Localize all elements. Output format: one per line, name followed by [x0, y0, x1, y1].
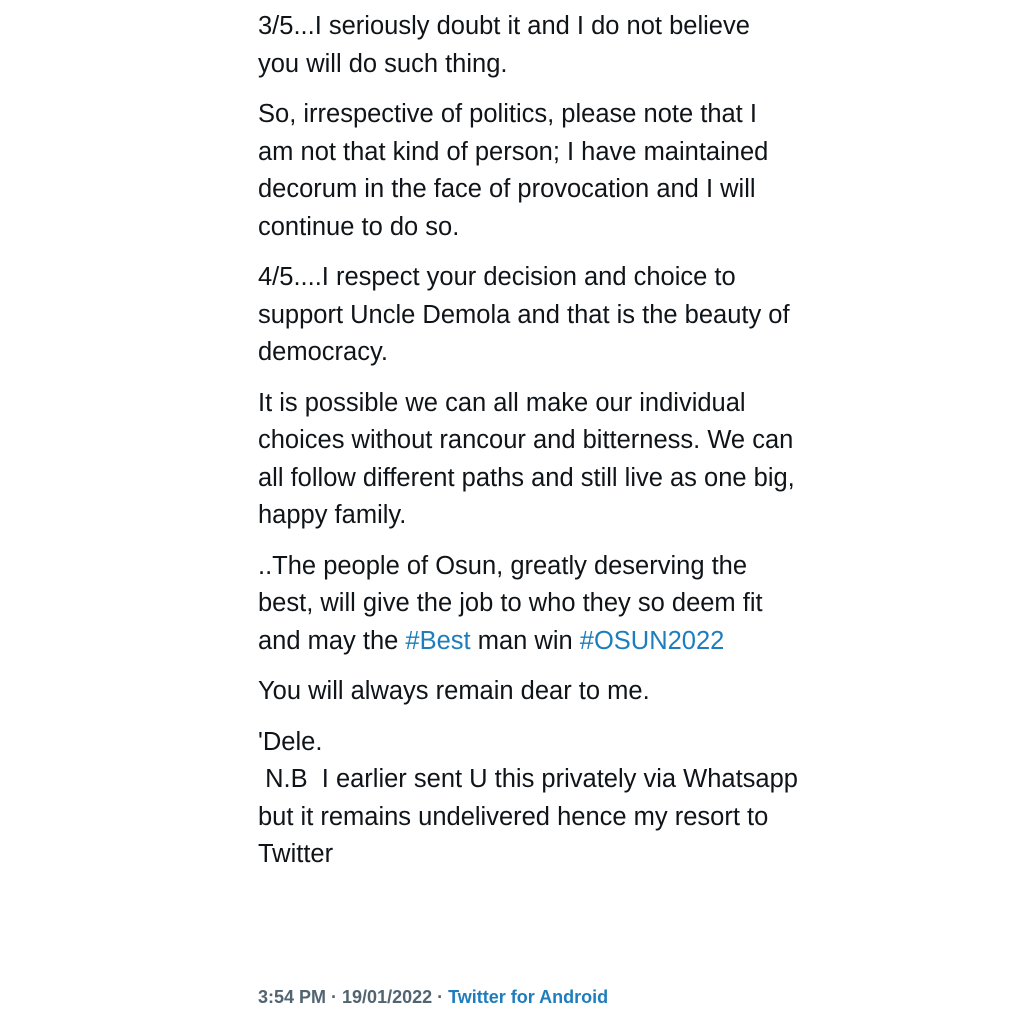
- tweet-paragraph-1: 3/5...I seriously doubt it and I do not believe you will do such thing.: [258, 12, 757, 78]
- tweet-paragraph-2: So, irrespective of politics, please note that I am not that kind of person; I have maintained decorum in the face of provocation and I will continue to do so.: [258, 100, 776, 241]
- tweet-meta: [258, 985, 608, 1009]
- tweet-paragraph-5-text: ..The people of Osun, greatly deserving the best, will give the job to who they so deem fit and may the: [258, 551, 770, 655]
- tweet-signature: 'Dele.: [258, 727, 323, 756]
- tweet-time[interactable]: 3:54 PM: [258, 987, 327, 1007]
- tweet-note: N.B I earlier sent U this privately via Whatsapp but it remains undelivered hence my resort to Twitter: [258, 765, 806, 868]
- meta-separator: ·: [432, 987, 449, 1007]
- hashtag-osun2022-link[interactable]: #OSUN2022: [579, 626, 725, 655]
- tweet-paragraph-3: 4/5....I respect your decision and choice to support Uncle Demola and that is the beauty of democracy.: [258, 263, 797, 366]
- tweet-paragraph-4: It is possible we can all make our individual choices without rancour and bitterness. We can all follow different paths and still live as one big, happy family.: [258, 388, 802, 529]
- hashtag-best-link[interactable]: #Best: [405, 626, 471, 655]
- tweet-paragraph-5-text-mid: man win: [470, 626, 580, 655]
- tweet-body: [258, 8, 806, 874]
- tweet-source-link[interactable]: Twitter for Android: [448, 987, 609, 1007]
- meta-separator: ·: [326, 987, 343, 1007]
- tweet-paragraph-7: [258, 724, 806, 874]
- tweet-paragraph-5: [258, 548, 798, 661]
- tweet-date[interactable]: 19/01/2022: [342, 987, 433, 1007]
- tweet-paragraph-6: You will always remain dear to me.: [258, 677, 650, 705]
